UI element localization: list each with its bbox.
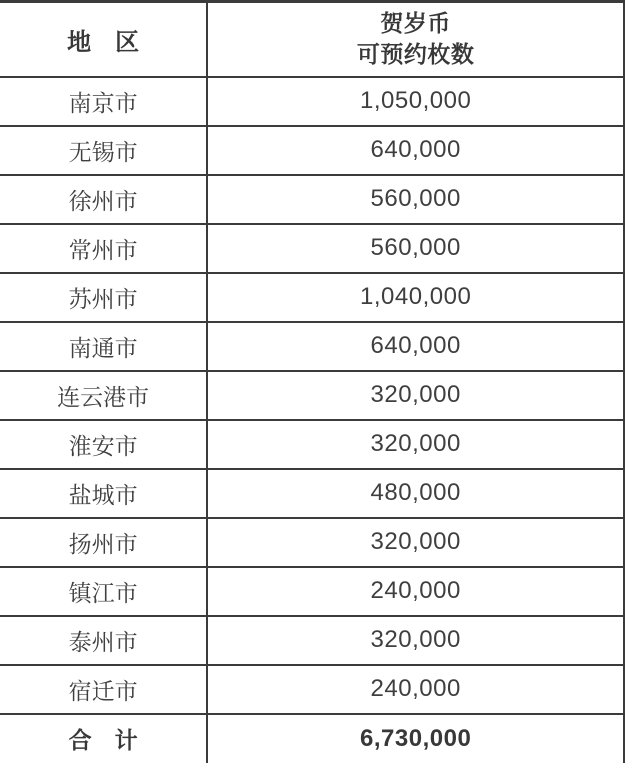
table-header-row bbox=[0, 2, 624, 77]
region-cell: 常州市 bbox=[0, 224, 207, 273]
count-header-line1: 贺岁币 bbox=[380, 10, 451, 37]
count-cell: 240,000 bbox=[207, 665, 624, 714]
table-row bbox=[0, 322, 624, 371]
count-cell: 240,000 bbox=[207, 567, 624, 616]
total-label-cell: 合 计 bbox=[0, 714, 207, 763]
table-row bbox=[0, 616, 624, 665]
region-cell: 宿迁市 bbox=[0, 665, 207, 714]
table-row bbox=[0, 567, 624, 616]
region-cell: 扬州市 bbox=[0, 518, 207, 567]
region-cell: 无锡市 bbox=[0, 126, 207, 175]
table-row bbox=[0, 126, 624, 175]
count-cell: 320,000 bbox=[207, 518, 624, 567]
count-cell: 320,000 bbox=[207, 616, 624, 665]
count-cell: 1,040,000 bbox=[207, 273, 624, 322]
table-row bbox=[0, 665, 624, 714]
count-cell: 480,000 bbox=[207, 469, 624, 518]
count-cell: 560,000 bbox=[207, 175, 624, 224]
region-cell: 南通市 bbox=[0, 322, 207, 371]
count-cell: 640,000 bbox=[207, 126, 624, 175]
count-header-line2: 可预约枚数 bbox=[356, 41, 475, 68]
region-cell: 淮安市 bbox=[0, 420, 207, 469]
region-cell: 连云港市 bbox=[0, 371, 207, 420]
count-cell: 1,050,000 bbox=[207, 77, 624, 126]
region-cell: 徐州市 bbox=[0, 175, 207, 224]
table-row bbox=[0, 77, 624, 126]
table-row bbox=[0, 371, 624, 420]
table-row bbox=[0, 469, 624, 518]
region-cell: 镇江市 bbox=[0, 567, 207, 616]
table-total-row bbox=[0, 714, 624, 763]
region-cell: 盐城市 bbox=[0, 469, 207, 518]
count-cell: 320,000 bbox=[207, 420, 624, 469]
table-row bbox=[0, 224, 624, 273]
table-row bbox=[0, 273, 624, 322]
total-count-cell: 6,730,000 bbox=[360, 724, 472, 752]
table-row bbox=[0, 420, 624, 469]
table-row bbox=[0, 175, 624, 224]
count-cell: 640,000 bbox=[207, 322, 624, 371]
count-cell: 320,000 bbox=[207, 371, 624, 420]
count-column-header bbox=[207, 2, 624, 77]
region-cell: 苏州市 bbox=[0, 273, 207, 322]
region-column-header: 地 区 bbox=[0, 2, 207, 77]
region-cell: 南京市 bbox=[0, 77, 207, 126]
table-row bbox=[0, 518, 624, 567]
count-cell: 560,000 bbox=[207, 224, 624, 273]
region-cell: 泰州市 bbox=[0, 616, 207, 665]
